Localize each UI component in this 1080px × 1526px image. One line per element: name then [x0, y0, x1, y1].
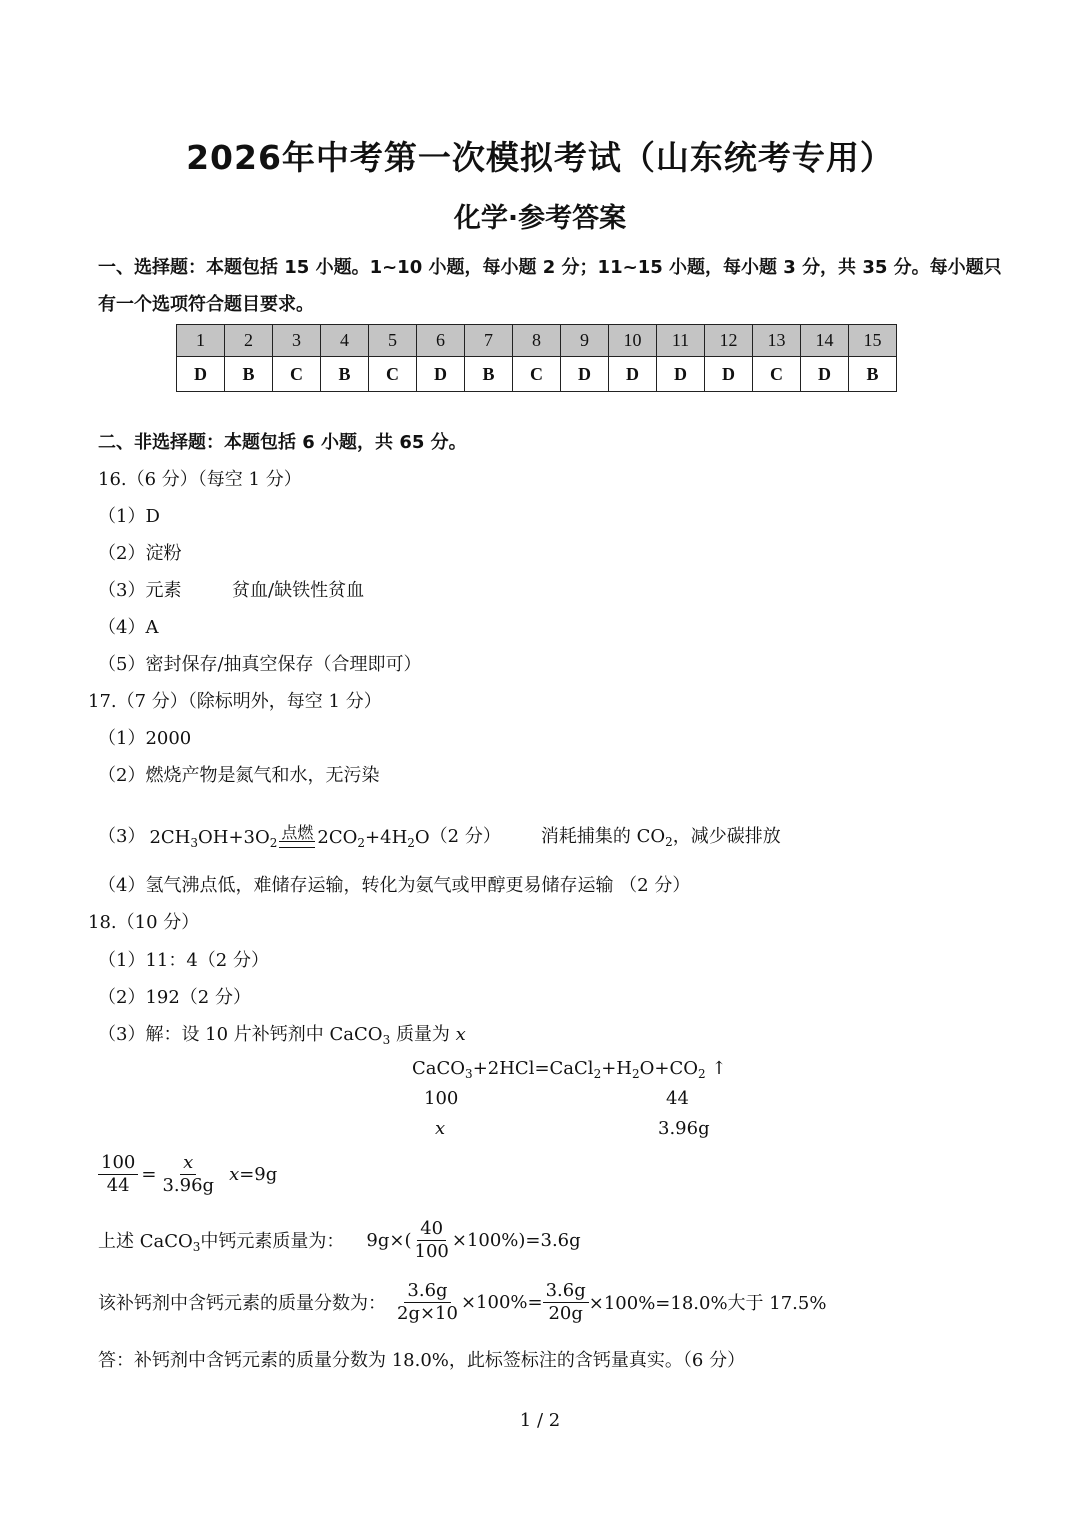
q16-answer-4: （4）A [98, 617, 159, 638]
answer-cell: C [753, 357, 801, 392]
q18-title: 18.（10 分） [88, 912, 200, 933]
calcium-fraction-1: $\frac{3.6g}{2g\times 10}$ [397, 1280, 458, 1324]
question-number-cell: 15 [849, 325, 897, 357]
answer-cell: D [801, 357, 849, 392]
question-number-cell: 8 [513, 325, 561, 357]
q18-answer-1: （1）11：4（2 分） [98, 950, 269, 971]
question-number-cell: 2 [225, 325, 273, 357]
co2-mass: 3.96g [658, 1118, 710, 1139]
calcium-fraction-mid: ×100%= [460, 1291, 543, 1313]
question-number-cell: 6 [417, 325, 465, 357]
calcium-fraction-label: 该补钙剂中含钙元素的质量分数为： [98, 1293, 386, 1315]
answer-cell: D [177, 357, 225, 392]
calcium-mass-label: 上述 CaCO$_3$中钙元素质量为： [98, 1231, 345, 1255]
calcium-fraction-tail: ×100%=18.0%大于 17.5% [588, 1293, 827, 1315]
reaction-equals-sign [279, 841, 315, 848]
question-number-cell: 5 [369, 325, 417, 357]
calcium-fraction-line [98, 1280, 826, 1324]
answer-cell: D [609, 357, 657, 392]
answer-cell: D [561, 357, 609, 392]
proportion-result: x=9g [229, 1163, 278, 1185]
proportion-equation: $\frac{100}{44}$ = $\frac{x}{3.96g}$ x=9g [98, 1152, 277, 1196]
caco3-reaction-equation: $CaCO_3+2HCl=CaCl_2+H_2O+CO_2$ ↑ [412, 1058, 727, 1081]
question-number-cell: 7 [465, 325, 513, 357]
question-number-cell: 11 [657, 325, 705, 357]
section1-heading-line2: 有一个选项符合题目要求。 [98, 294, 314, 315]
q16-answer-3: （3）元素 [98, 580, 182, 601]
reaction-condition-label: 点燃 [281, 823, 314, 842]
page-subtitle: 化学·参考答案 [453, 203, 627, 234]
q17-answer-2: （2）燃烧产物是氮气和水，无污染 [98, 765, 380, 786]
calcium-fraction-2: $\frac{3.6g}{20g}$ [543, 1280, 589, 1324]
calcium-mass-lead: 9g×( [366, 1229, 412, 1251]
question-number-cell: 12 [705, 325, 753, 357]
answer-cell: B [465, 357, 513, 392]
methanol-equation-products: $2CO_2+4H_2O$ [317, 827, 430, 850]
answer-cell: D [705, 357, 753, 392]
question-number-cell: 10 [609, 325, 657, 357]
answer-cell: B [321, 357, 369, 392]
answer-cell: D [657, 357, 705, 392]
q16-answer-5: （5）密封保存/抽真空保存（合理即可） [98, 654, 422, 675]
q18-answer-3-intro: （3）解：设 10 片补钙剂中 CaCO$_3$ 质量为 x [98, 1024, 466, 1047]
calcium-mass-tail: ×100%)=3.6g [451, 1229, 581, 1251]
q17-answer-3-extra: 消耗捕集的 $CO_2$，减少碳排放 [540, 826, 781, 849]
answer-cell: D [417, 357, 465, 392]
q17-title: 17.（7 分）（除标明外，每空 1 分） [88, 691, 382, 712]
q17-answer-3 [98, 800, 781, 848]
calcium-mass-fraction: $\frac{40}{100}$ [414, 1218, 449, 1262]
question-number-cell: 1 [177, 325, 225, 357]
section2-heading: 二、非选择题：本题包括 6 小题，共 65 分。 [98, 432, 467, 453]
section1-heading-line1: 一、选择题：本题包括 15 小题。1~10 小题，每小题 2 分；11~15 小题，每小题 3 分，共 35 分。每小题只 [98, 257, 1002, 278]
question-number-cell: 14 [801, 325, 849, 357]
answer-cell: B [225, 357, 273, 392]
q16-answer-3-extra: 贫血/缺铁性贫血 [232, 580, 365, 601]
q18-answer-2: （2）192（2 分） [98, 987, 251, 1008]
question-number-cell: 3 [273, 325, 321, 357]
answer-cell: C [513, 357, 561, 392]
q17-answer-4: （4）氢气沸点低，难储存运输，转化为氨气或甲醇更易储存运输 （2 分） [98, 875, 691, 896]
reaction-condition [279, 825, 315, 848]
page-title: 2026年中考第一次模拟考试（山东统考专用） [186, 138, 894, 177]
question-number-cell: 4 [321, 325, 369, 357]
q18-final-answer: 答：补钙剂中含钙元素的质量分数为 18.0%，此标签标注的含钙量真实。（6 分） [98, 1350, 746, 1371]
proportion-fraction-left: $\frac{100}{44}$ [98, 1152, 138, 1196]
q16-title: 16.（6 分）（每空 1 分） [98, 469, 302, 490]
proportion-fraction-right: $\frac{x}{3.96g}$ [162, 1152, 215, 1196]
q17-answer-1: （1）2000 [98, 728, 192, 749]
question-number-cell: 9 [561, 325, 609, 357]
unknown-mass-x: x [435, 1118, 446, 1139]
q16-answer-1: （1）D [98, 506, 160, 527]
q17-answer-3-prefix: （3） [98, 826, 146, 847]
calcium-mass-line [98, 1218, 581, 1262]
page-number: 1 / 2 [519, 1410, 561, 1431]
q17-answer-3-score: （2 分） [429, 826, 501, 847]
answer-cell: C [273, 357, 321, 392]
answer-table-answer-row [177, 357, 897, 392]
answer-cell: C [369, 357, 417, 392]
answer-table [176, 324, 897, 392]
relative-mass-co2: 44 [666, 1088, 689, 1109]
relative-mass-caco3: 100 [424, 1088, 459, 1109]
answer-table-header-row [177, 325, 897, 357]
methanol-equation: $2CH_3OH+3O_2$ [149, 827, 278, 850]
question-number-cell: 13 [753, 325, 801, 357]
answer-cell: B [849, 357, 897, 392]
q16-answer-2: （2）淀粉 [98, 543, 182, 564]
